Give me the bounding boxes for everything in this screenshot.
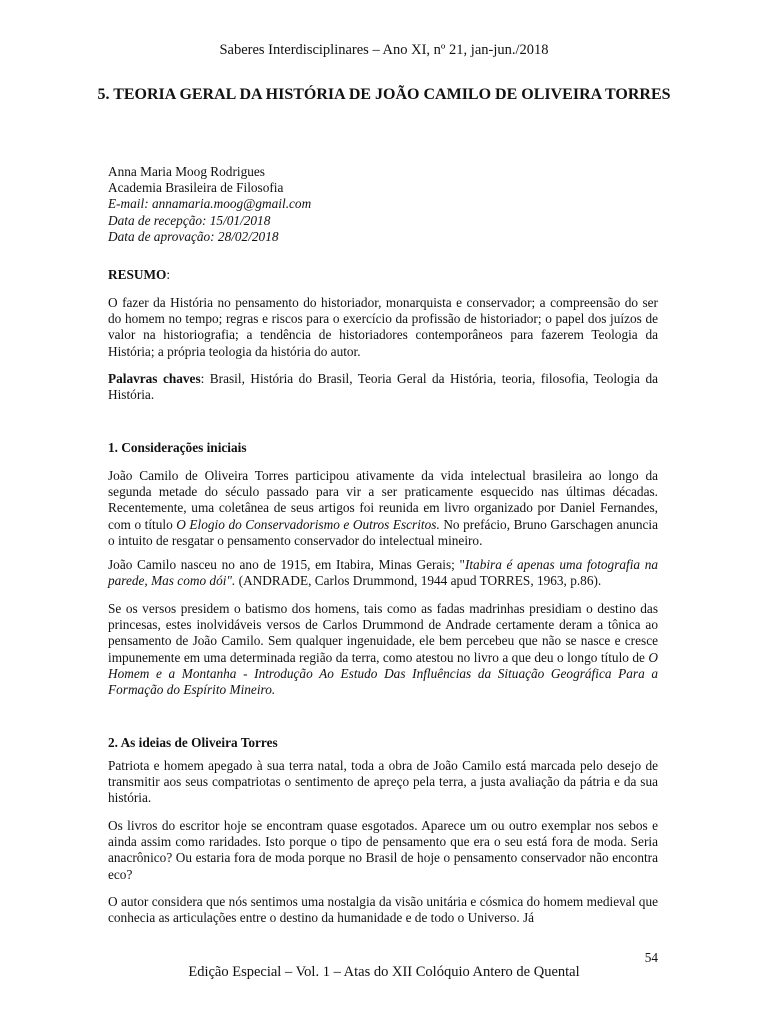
author-block <box>108 164 658 245</box>
running-footer: Edição Especial – Vol. 1 – Atas do XII Colóquio Antero de Quental <box>188 964 580 980</box>
section-2-paragraph-1: Patriota e homem apegado à sua terra natal, toda a obra de João Camilo está marcada pelo desejo de transmitir aos seus compatriotas o sentimento de apreço pela terra, a justa avaliação da pátria e da sua história. <box>108 758 658 806</box>
section-1-paragraph-1 <box>108 468 658 549</box>
s1p1-text-b: No prefácio, Bruno Garschagen anuncia o intuito de resgatar o pensamento conservador do intelectual mineiro. <box>108 516 659 548</box>
s1p2-text-a: João Camilo nasceu no ano de 1915, em Itabira, Minas Gerais; " <box>108 557 465 572</box>
abstract-heading <box>108 267 658 283</box>
section-1-paragraph-3 <box>108 601 658 698</box>
section-2-paragraph-2: Os livros do escritor hoje se encontram quase esgotados. Aparece um ou outro exemplar nos sebos e ainda assim como raridades. Isto porque o tipo de pensamento que era o seu está fora de moda. Seria anacrônico? Ou estaria fora de moda porque no Brasil de hoje o pensamento conservador não encontra eco? <box>108 818 658 882</box>
page-number: 54 <box>644 950 658 965</box>
author-affiliation: Academia Brasileira de Filosofia <box>108 180 284 196</box>
author-email[interactable]: E-mail: annamaria.moog@gmail.com <box>108 196 312 212</box>
keywords-text: : Brasil, História do Brasil, Teoria Geral da História, teoria, filosofia, Teologia da História. <box>108 371 658 403</box>
section-1-heading: 1. Considerações iniciais <box>108 440 247 455</box>
s1p1-book-title: O Elogio do Conservadorismo e Outros Escritos. <box>176 516 440 532</box>
s1p2-text-b: (ANDRADE, Carlos Drummond, 1944 apud TORRES, 1963, p.86). <box>235 573 602 589</box>
article-title: 5. TEORIA GERAL DA HISTÓRIA DE JOÃO CAMILO DE OLIVEIRA TORRES <box>97 86 671 103</box>
author-name: Anna Maria Moog Rodrigues <box>108 164 265 179</box>
keywords <box>108 371 658 403</box>
approved-date: Data de aprovação: 28/02/2018 <box>108 228 279 244</box>
abstract-label: RESUMO <box>108 267 167 282</box>
section-1-paragraph-2 <box>108 557 658 589</box>
received-date: Data de recepção: 15/01/2018 <box>108 212 271 228</box>
section-2-heading: 2. As ideias de Oliveira Torres <box>108 735 278 750</box>
keywords-label: Palavras chaves <box>108 371 201 386</box>
s1p2-quote: Itabira é apenas uma fotografia na parede, Mas como dói". <box>108 557 658 589</box>
s1p1-text-a: João Camilo de Oliveira Torres participou ativamente da vida intelectual brasileira ao longo da segunda metade do século passado para vir a ser praticamente esquecido nas últimas décadas. Recentemente, uma coletânea de seus artigos foi reunida em livro organizado por Daniel Fernandes, com o título <box>108 468 658 532</box>
running-header: Saberes Interdisciplinares – Ano XI, nº 21, jan-jun./2018 <box>219 42 549 58</box>
abstract-colon: : <box>166 267 171 282</box>
section-2-paragraph-3: O autor considera que nós sentimos uma nostalgia da visão unitária e cósmica do homem medieval que conhecia as articulações entre o destino da humanidade e de todo o Universo. Já <box>108 894 658 926</box>
s1p3-book-title: O Homem e a Montanha - Introdução Ao Estudo Das Influências da Situação Geográfica Para a Formação do Espírito Mineiro. <box>108 649 658 698</box>
s1p3-text-a: Se os versos presidem o batismo dos homens, tais como as fadas madrinhas presidiam o destino das princesas, estes inolvidáveis versos de Carlos Drummond de Andrade certamente deram a tônica ao pensamento de João Camilo. Sem qualquer ingenuidade, ele bem percebeu que não se nasce e cresce impunemente em uma determinada região da terra, como atestou no livro a que deu o longo título de <box>108 601 658 665</box>
abstract-text: O fazer da História no pensamento do historiador, monarquista e conservador; a compreensão do ser do homem no tempo; regras e riscos para o exercício da profissão de historiador; o papel dos juízos de valor na historiografia; a tendência de historiadores contemporâneos para fazerem Teologia da História; a própria teologia da história do autor. <box>108 295 658 359</box>
